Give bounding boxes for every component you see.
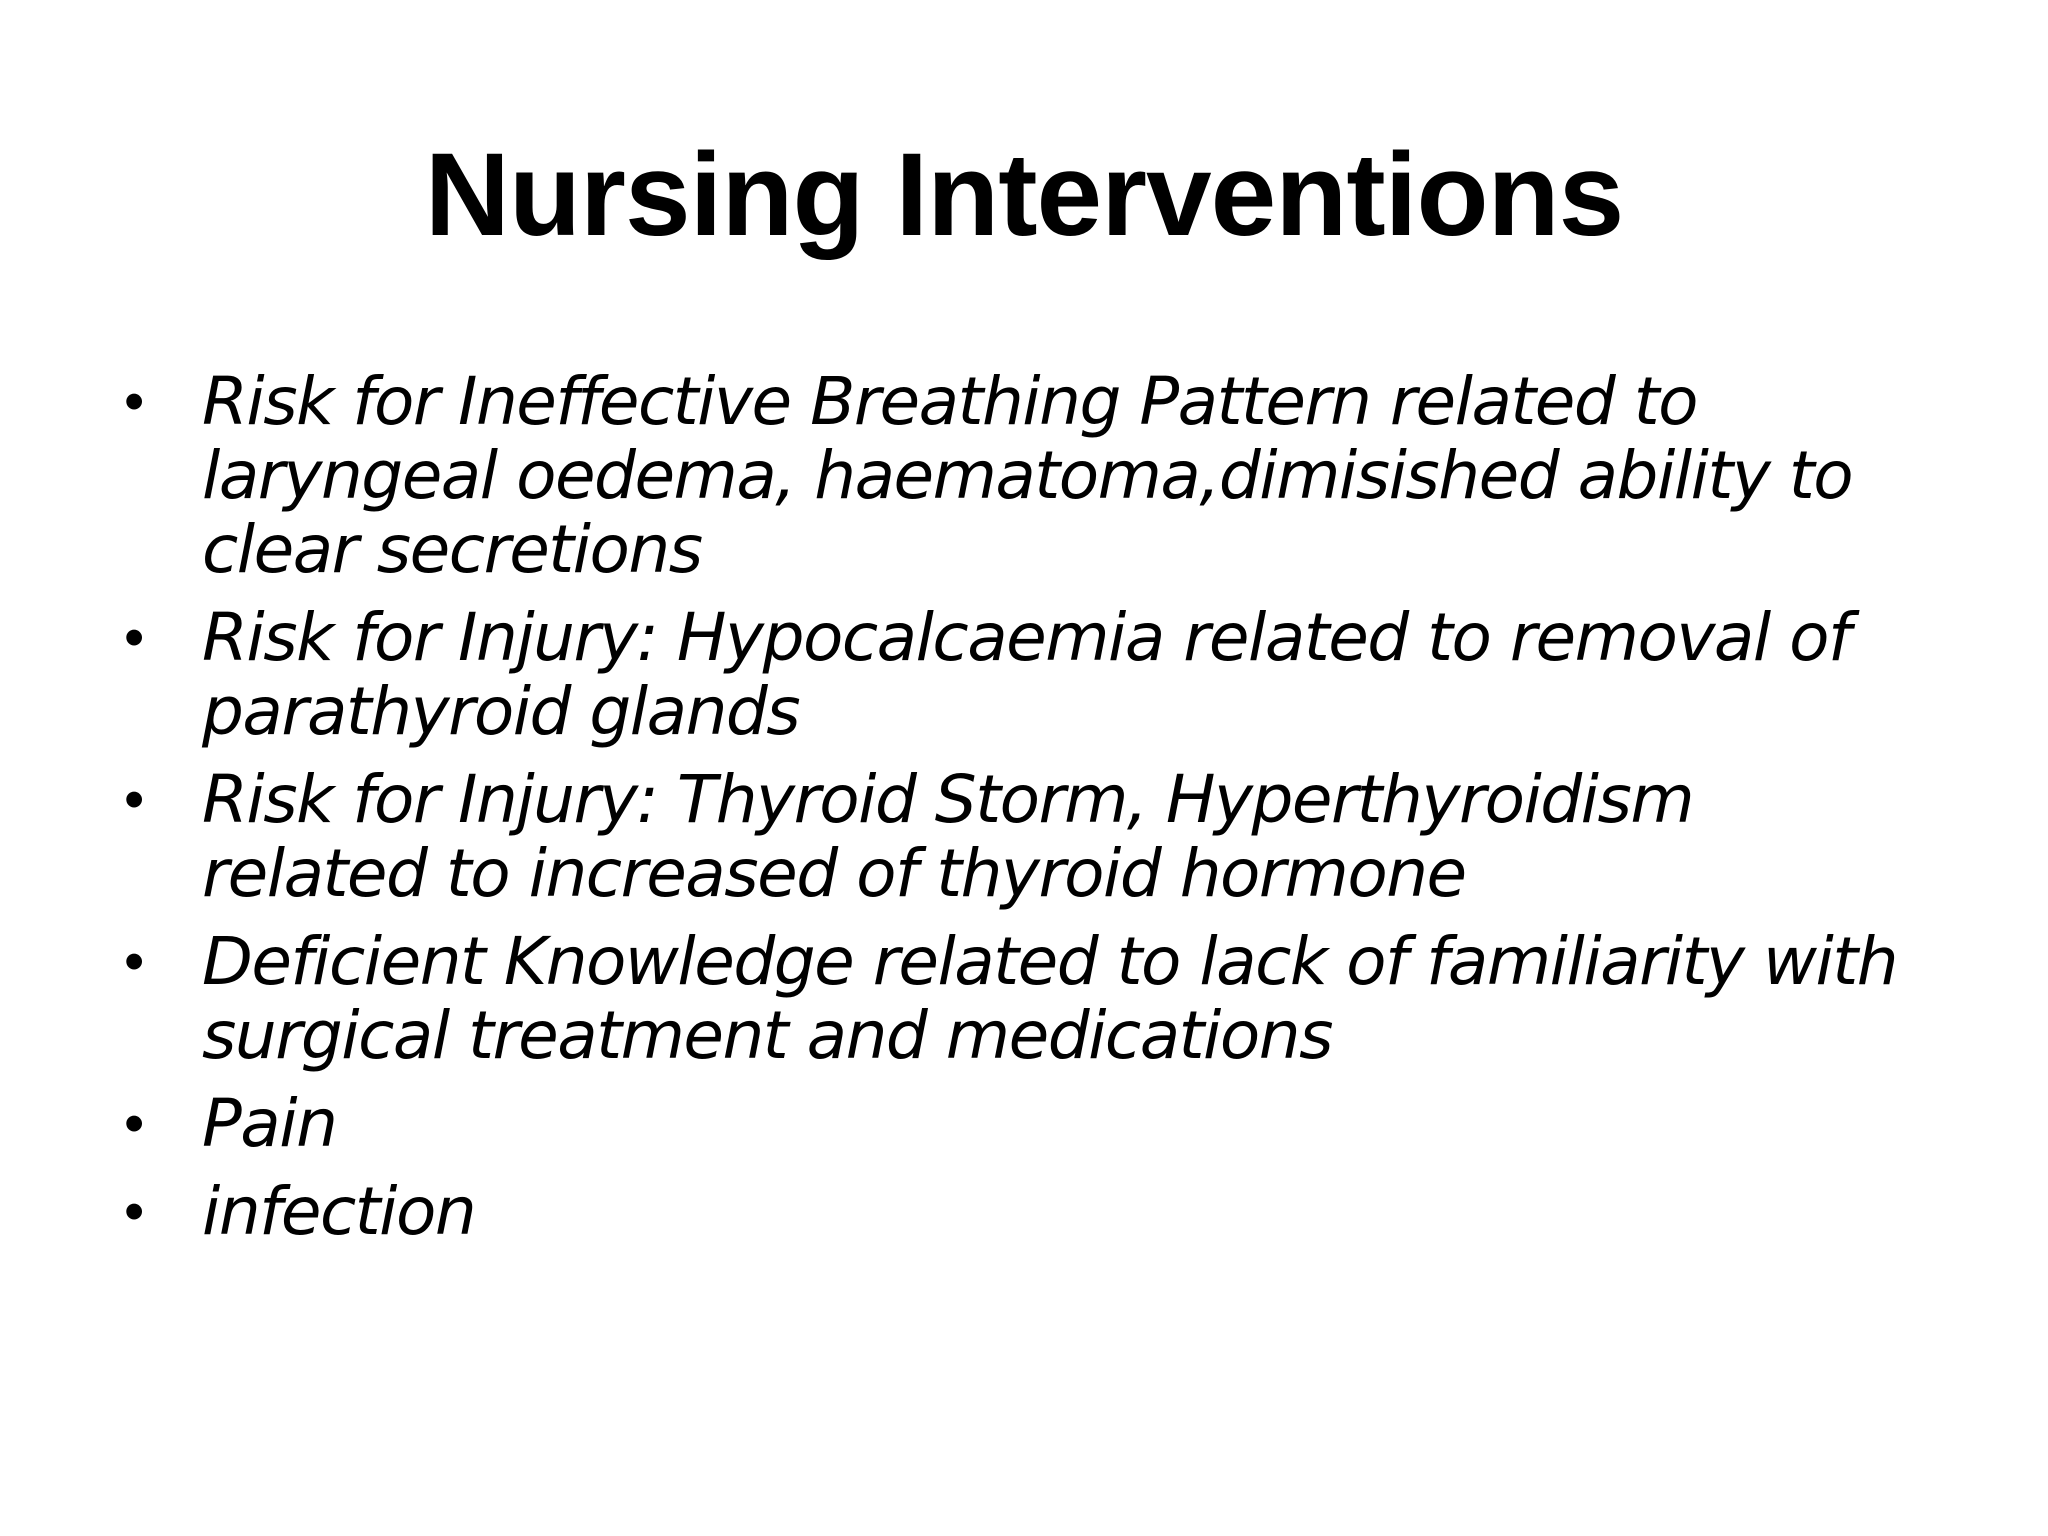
bullet-text: Risk for Ineffective Breathing Pattern related to laryngeal oedema, haematoma,dimisished ability to clear secretions <box>202 363 1853 588</box>
bullet-icon: • <box>124 767 143 832</box>
bullet-icon: • <box>124 605 143 670</box>
bullet-text: Pain <box>202 1085 337 1162</box>
bullet-icon: • <box>124 1179 143 1244</box>
bullet-icon: • <box>124 1091 143 1156</box>
bullet-icon: • <box>124 369 143 434</box>
bullet-icon: • <box>124 929 143 994</box>
list-item <box>124 601 1924 749</box>
list-item <box>124 1087 1924 1161</box>
bullet-list <box>124 365 1924 1263</box>
list-item <box>124 1175 1924 1249</box>
bullet-text: Risk for Injury: Hypocalcaemia related to removal of parathyroid glands <box>202 599 1850 750</box>
bullet-text: infection <box>202 1173 476 1250</box>
bullet-text: Risk for Injury: Thyroid Storm, Hyperthyroidism related to increased of thyroid hormone <box>202 761 1694 912</box>
bullet-text: Deficient Knowledge related to lack of familiarity with surgical treatment and medications <box>202 923 1898 1074</box>
list-item <box>124 763 1924 911</box>
list-item <box>124 365 1924 587</box>
list-item <box>124 925 1924 1073</box>
slide-title: Nursing Interventions <box>424 129 1624 261</box>
